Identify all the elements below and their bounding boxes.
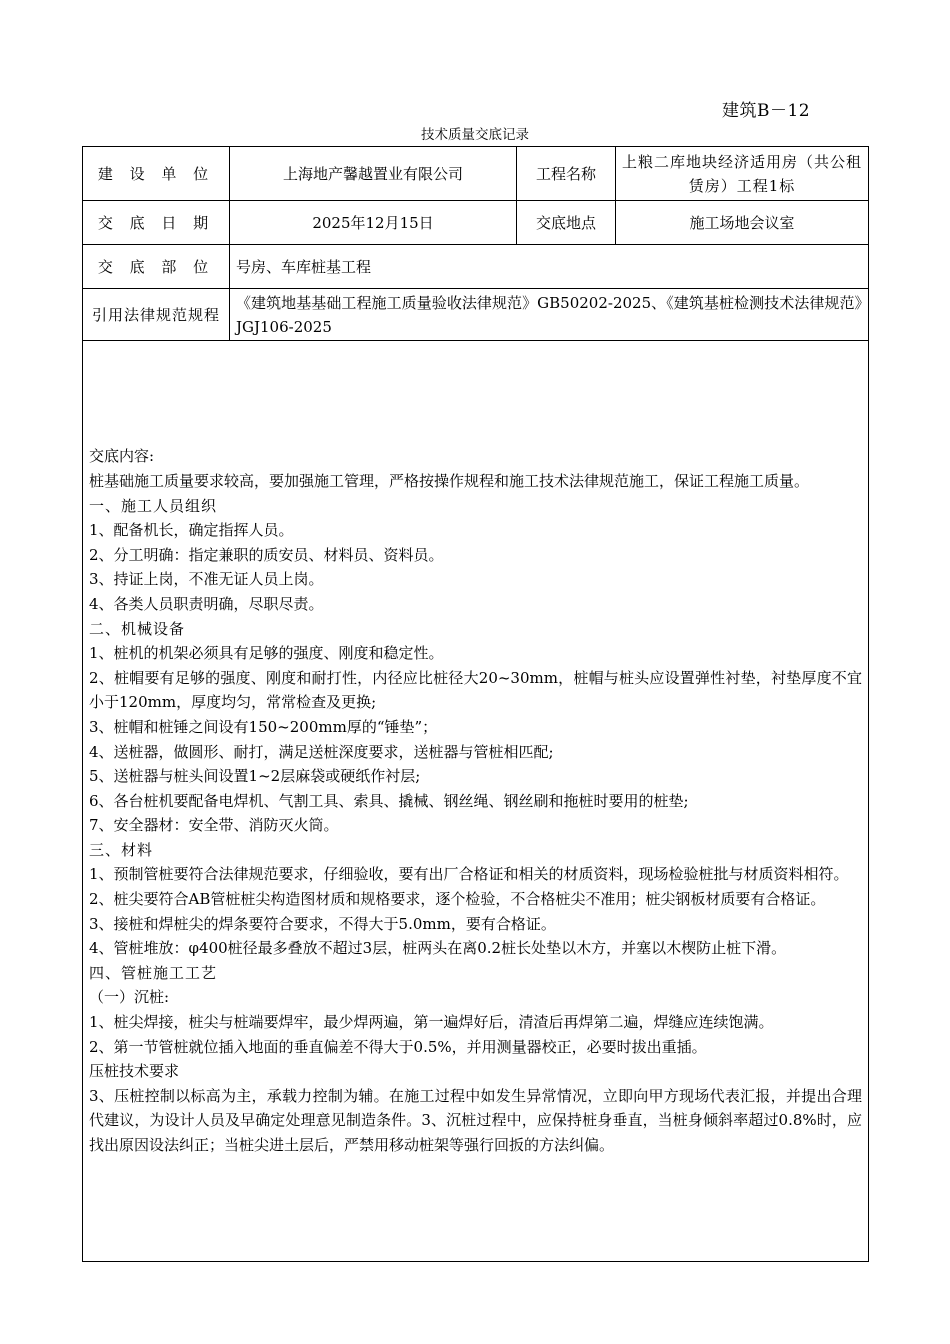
content-cell <box>83 341 869 1262</box>
record-table <box>82 146 869 1262</box>
section-heading: 四、管桩施工工艺 <box>89 963 218 982</box>
dept-label: 交 底 部 位 <box>83 245 230 289</box>
section-heading: 一、施工人员组织 <box>89 496 218 515</box>
place-value: 施工场地会议室 <box>616 201 869 245</box>
content-line: 3、接桩和焊桩尖的焊条要符合要求，不得大于5.0mm，要有合格证。 <box>89 914 556 933</box>
norms-value: 《建筑地基基础工程施工质量验收法律规范》GB50202-2025、《建筑基桩检测技术法律规范》JGJ106-2025 <box>230 289 869 341</box>
content-line: 1、桩尖焊接，桩尖与桩端要焊牢，最少焊两遍，第一遍焊好后，清渣后再焊第二遍，焊缝应连续饱满。 <box>89 1013 774 1032</box>
subsection-heading: 压桩技术要求 <box>89 1062 180 1081</box>
content-line: 3、压桩控制以标高为主，承载力控制为辅。在施工过程中如发生异常情况，立即向甲方现场代表汇报，并提出合理代建议，为设计人员及早确定处理意见制造条件。3、沉桩过程中，应保持桩身垂直，当桩身倾斜率超过0.8%时，应找出原因设法纠正；当桩尖进土层后，严禁用移动桩架等强行回扳的方法纠偏。 <box>89 1086 862 1155</box>
content-line: 7、安全器材：安全带、消防灭火筒。 <box>89 816 339 835</box>
date-value: 2025年12月15日 <box>230 201 517 245</box>
content-line: 4、管桩堆放：φ400桩径最多叠放不超过3层，桩两头在离0.2桩长处垫以木方，并塞以木楔防止桩下滑。 <box>89 939 787 958</box>
content-line: 1、预制管桩要符合法律规范要求，仔细验收，要有出厂合格证和相关的材质资料，现场检验桩批与材质资料相符。 <box>89 865 849 884</box>
content-line: 3、桩帽和桩锤之间设有150~200mm厚的“锤垫”； <box>89 717 438 736</box>
project-value: 上粮二库地块经济适用房（共公租赁房）工程1标 <box>616 147 869 201</box>
content-line: 1、桩机的机架必须具有足够的强度、刚度和稳定性。 <box>89 644 444 663</box>
content-line: 2、桩帽要有足够的强度、刚度和耐打性，内径应比桩径大20~30mm，桩帽与桩头应设置弹性衬垫，衬垫厚度不宜小于120mm，厚度均匀，常常检查及更换; <box>89 668 862 712</box>
row-date <box>83 201 869 245</box>
date-label: 交 底 日 期 <box>83 201 230 245</box>
row-dept <box>83 245 869 289</box>
dept-value: 号房、车库桩基工程 <box>230 245 869 289</box>
unit-label: 建 设 单 位 <box>83 147 230 201</box>
content-line: 4、送桩器，做圆形、耐打，满足送桩深度要求，送桩器与管桩相匹配; <box>89 742 554 761</box>
norms-label: 引用法律规范规程 <box>83 289 230 341</box>
row-unit <box>83 147 869 201</box>
content-line: 2、分工明确：指定兼职的质安员、材料员、资料员。 <box>89 545 444 564</box>
content-line: 4、各类人员职责明确，尽职尽责。 <box>89 594 324 613</box>
unit-value: 上海地产馨越置业有限公司 <box>230 147 517 201</box>
section-heading: 二、机械设备 <box>89 619 186 638</box>
row-norms <box>83 289 869 341</box>
content-line: 1、配备机长，确定指挥人员。 <box>89 521 294 540</box>
content-line: 6、各台桩机要配备电焊机、气割工具、索具、撬械、钢丝绳、钢丝刷和拖桩时要用的桩垫; <box>89 791 689 810</box>
place-label: 交底地点 <box>517 201 616 245</box>
document-title: 技术质量交底记录 <box>421 127 529 143</box>
content-line: 3、持证上岗，不准无证人员上岗。 <box>89 570 324 589</box>
row-content <box>83 341 869 1262</box>
section-heading: 三、材料 <box>89 840 154 859</box>
content-line: 2、第一节管桩就位插入地面的垂直偏差不得大于0.5%，并用测量器校正，必要时拔出重插。 <box>89 1037 707 1056</box>
document-code: 建筑B－12 <box>722 101 811 121</box>
subsection-heading: （一）沉桩: <box>89 988 170 1007</box>
content-line: 5、送桩器与桩头间设置1~2层麻袋或硬纸作衬层; <box>89 767 421 786</box>
content-line: 2、桩尖要符合AB管桩桩尖构造图材质和规格要求，逐个检验，不合格桩尖不准用；桩尖钢板材质要有合格证。 <box>89 890 826 909</box>
content-heading: 交底内容: <box>89 447 155 466</box>
content-line: 桩基础施工质量要求较高，要加强施工管理，严格按操作规程和施工技术法律规范施工，保证工程施工质量。 <box>89 471 810 490</box>
project-label: 工程名称 <box>517 147 616 201</box>
